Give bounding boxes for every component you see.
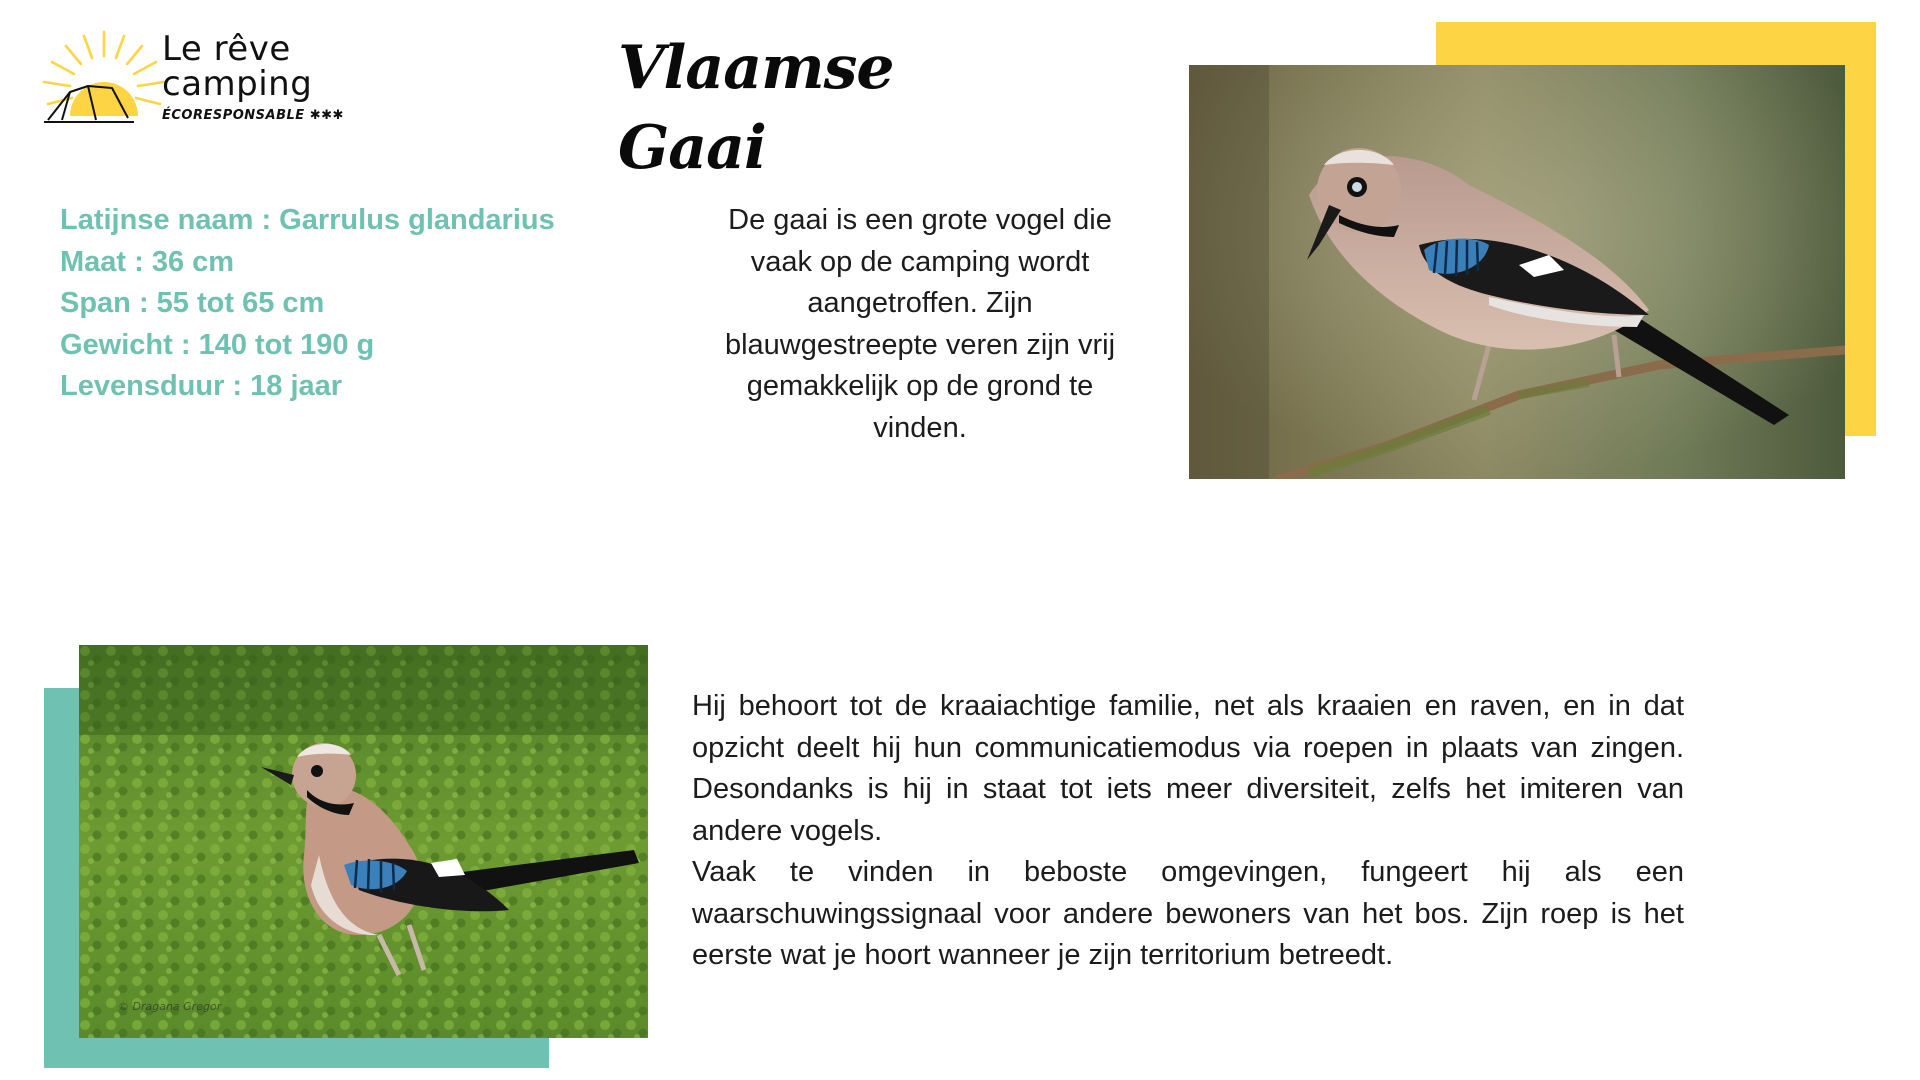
fact-latin-name: Latijnse naam : Garrulus glandarius bbox=[60, 204, 555, 236]
fact-lifespan: Levensduur : 18 jaar bbox=[60, 370, 343, 402]
photo-watermark: © Dragana Gregor bbox=[118, 1000, 222, 1013]
jay-on-branch-photo bbox=[1189, 65, 1845, 479]
logo-wordmark bbox=[162, 29, 344, 123]
logo-tagline-text: ÉCORESPONSABLE bbox=[162, 108, 305, 123]
logo-line1: Le rêve bbox=[162, 29, 291, 69]
jay-on-grass-photo bbox=[79, 645, 648, 1038]
fact-weight: Gewicht : 140 tot 190 g bbox=[60, 328, 375, 361]
page-title: Vlaamse Gaai bbox=[618, 33, 894, 183]
description-text bbox=[692, 686, 1684, 977]
logo-tagline bbox=[162, 108, 344, 123]
logo-stars: ✱✱✱ bbox=[309, 108, 344, 123]
sun-tent-icon bbox=[40, 28, 168, 128]
fact-wingspan: Span : 55 tot 65 cm bbox=[60, 287, 325, 319]
fact-size: Maat : 36 cm bbox=[60, 245, 235, 278]
logo-line2: camping bbox=[162, 64, 313, 104]
intro-paragraph: De gaai is een grote vogel die vaak op de camping wordt aangetroffen. Zijn blauwgestreepte veren zijn vrij gemakkelijk op de grond te vinden. bbox=[724, 204, 1116, 444]
facts-list bbox=[60, 200, 680, 408]
description-paragraph-2: Vaak te vinden in beboste omgevingen, fungeert hij als een waarschuwingssignaal voor andere bewoners van het bos. Zijn roep is het eerste wat je hoort wanneer je zijn territorium betreedt. bbox=[692, 856, 1684, 971]
logo bbox=[40, 28, 360, 130]
description-paragraph-1: Hij behoort tot de kraaiachtige familie, net als kraaien en raven, en in dat opzicht deelt hij hun communicatiemodus via roepen in plaats van zingen. Desondanks is hij in staat tot iets meer diversiteit, zelfs het imiteren van andere vogels. bbox=[692, 690, 1684, 847]
